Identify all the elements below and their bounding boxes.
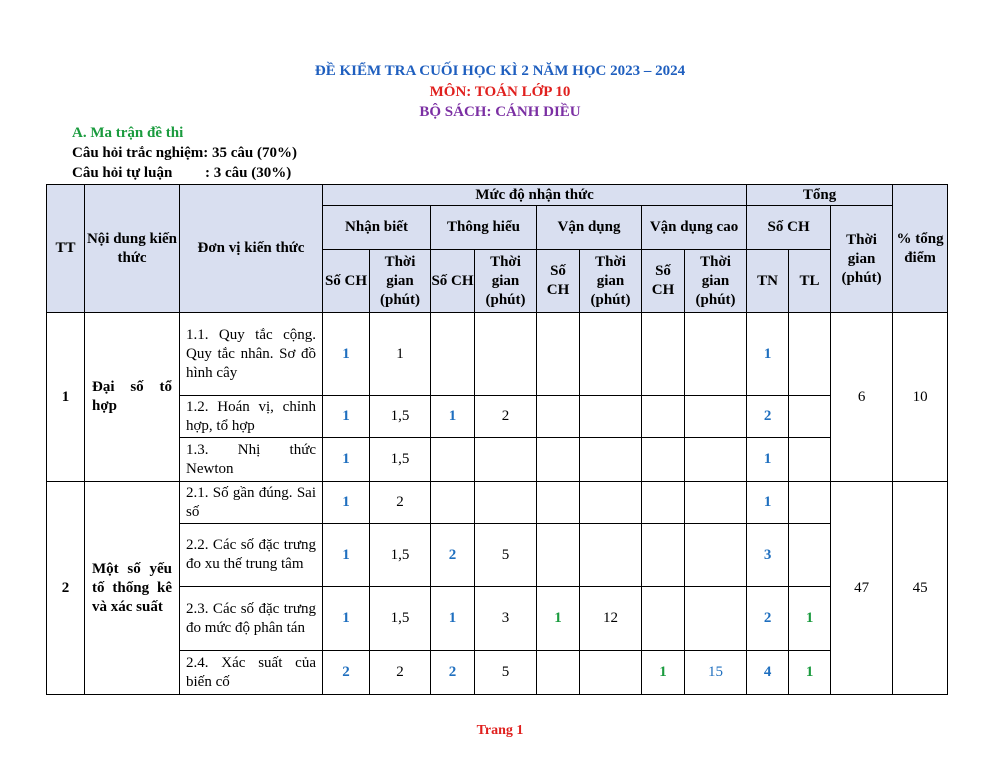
nb-count: 1 xyxy=(323,313,370,396)
vd-count xyxy=(537,396,580,438)
essay-value: : 3 câu (30%) xyxy=(205,165,292,181)
vdc-count xyxy=(642,587,685,651)
header-so-ch: Số CH xyxy=(323,250,370,313)
nb-time: 2 xyxy=(370,482,431,524)
header-understand: Thông hiểu xyxy=(431,206,537,250)
vd-time xyxy=(580,651,642,695)
th-time: 3 xyxy=(475,587,537,651)
vd-count xyxy=(537,313,580,396)
nb-time: 1 xyxy=(370,313,431,396)
unit-cell: 2.4. Xác suất của biến cố xyxy=(180,651,323,695)
nb-time: 1,5 xyxy=(370,438,431,482)
nb-count: 1 xyxy=(323,524,370,587)
nb-count: 1 xyxy=(323,438,370,482)
tn-count: 2 xyxy=(747,587,789,651)
table-row xyxy=(47,313,948,396)
th-time xyxy=(475,313,537,396)
subject-title: MÔN: TOÁN LỚP 10 xyxy=(429,84,571,100)
header-time: Thời gian (phút) xyxy=(475,250,537,313)
nb-time: 2 xyxy=(370,651,431,695)
table-row xyxy=(47,396,948,438)
nb-time: 1,5 xyxy=(370,587,431,651)
vd-time: 12 xyxy=(580,587,642,651)
header-tl: TL xyxy=(789,250,831,313)
vdc-time xyxy=(685,438,747,482)
nb-count: 2 xyxy=(323,651,370,695)
vd-time xyxy=(580,482,642,524)
th-time xyxy=(475,438,537,482)
header-apply-high: Vận dụng cao xyxy=(642,206,747,250)
time-total-cell: 47 xyxy=(831,482,893,695)
table-body xyxy=(47,313,948,695)
tn-count: 1 xyxy=(747,438,789,482)
unit-cell: 2.1. Số gần đúng. Sai số xyxy=(180,482,323,524)
unit-cell: 2.2. Các số đặc trưng đo xu thế trung tâm xyxy=(180,524,323,587)
header-tn: TN xyxy=(747,250,789,313)
header-time-total: Thời gian (phút) xyxy=(831,206,893,313)
vd-time xyxy=(580,438,642,482)
percent-cell: 10 xyxy=(893,313,948,482)
th-count xyxy=(431,438,475,482)
unit-cell: 1.1. Quy tắc cộng. Quy tắc nhân. Sơ đồ hình cây xyxy=(180,313,323,396)
tn-count: 1 xyxy=(747,313,789,396)
vd-count xyxy=(537,651,580,695)
vdc-count xyxy=(642,438,685,482)
th-time: 2 xyxy=(475,396,537,438)
vdc-count: 1 xyxy=(642,651,685,695)
tn-count: 1 xyxy=(747,482,789,524)
vdc-time: 15 xyxy=(685,651,747,695)
exam-title: ĐỀ KIỂM TRA CUỐI HỌC KÌ 2 NĂM HỌC 2023 – 2024 xyxy=(314,63,686,79)
tl-count: 1 xyxy=(789,587,831,651)
time-total-cell: 6 xyxy=(831,313,893,482)
vd-time xyxy=(580,524,642,587)
vdc-count xyxy=(642,482,685,524)
th-count: 1 xyxy=(431,396,475,438)
vd-time xyxy=(580,396,642,438)
nb-count: 1 xyxy=(323,396,370,438)
header-so-ch: Số CH xyxy=(642,250,685,313)
th-count xyxy=(431,313,475,396)
tn-count: 2 xyxy=(747,396,789,438)
th-count: 2 xyxy=(431,651,475,695)
vdc-time xyxy=(685,482,747,524)
header-total: Tổng xyxy=(747,185,893,206)
table-row xyxy=(47,651,948,695)
header-unit: Đơn vị kiến thức xyxy=(180,185,323,313)
tn-count: 4 xyxy=(747,651,789,695)
th-time: 5 xyxy=(475,651,537,695)
exam-matrix-table xyxy=(46,184,948,695)
table-row xyxy=(47,438,948,482)
tl-count xyxy=(789,482,831,524)
vdc-time xyxy=(685,524,747,587)
header-time: Thời gian (phút) xyxy=(580,250,642,313)
vdc-time xyxy=(685,396,747,438)
tl-count xyxy=(789,524,831,587)
th-count: 1 xyxy=(431,587,475,651)
vd-time xyxy=(580,313,642,396)
table-row xyxy=(47,482,948,524)
vd-count xyxy=(537,482,580,524)
header-so-ch-group: Số CH xyxy=(747,206,831,250)
header-so-ch: Số CH xyxy=(431,250,475,313)
topic-cell: Đại số tổ hợp xyxy=(85,313,180,482)
vdc-count xyxy=(642,524,685,587)
table-header xyxy=(47,185,948,313)
header-time: Thời gian (phút) xyxy=(370,250,431,313)
vd-count: 1 xyxy=(537,587,580,651)
header-apply: Vận dụng xyxy=(537,206,642,250)
header-percent: % tổng điểm xyxy=(893,185,948,313)
vdc-time xyxy=(685,587,747,651)
vd-count xyxy=(537,524,580,587)
topic-cell: Một số yếu tố thống kê và xác suất xyxy=(85,482,180,695)
vdc-count xyxy=(642,313,685,396)
th-time: 5 xyxy=(475,524,537,587)
unit-cell: 1.2. Hoán vị, chỉnh hợp, tổ hợp xyxy=(180,396,323,438)
header-time: Thời gian (phút) xyxy=(685,250,747,313)
th-time xyxy=(475,482,537,524)
essay-label: Câu hỏi tự luận xyxy=(72,165,173,181)
unit-cell: 1.3. Nhị thức Newton xyxy=(180,438,323,482)
section-heading: A. Ma trận đề thi xyxy=(72,125,184,141)
header-recognize: Nhận biết xyxy=(323,206,431,250)
vdc-count xyxy=(642,396,685,438)
th-count xyxy=(431,482,475,524)
tl-count xyxy=(789,396,831,438)
table-row xyxy=(47,524,948,587)
essay-count xyxy=(72,165,291,182)
unit-cell: 2.3. Các số đặc trưng đo mức độ phân tán xyxy=(180,587,323,651)
page-number: Trang 1 xyxy=(476,723,524,738)
header-so-ch: Số CH xyxy=(537,250,580,313)
tl-count: 1 xyxy=(789,651,831,695)
book-title: BỘ SÁCH: CÁNH DIỀU xyxy=(419,104,581,120)
row-tt: 1 xyxy=(47,313,85,482)
tl-count xyxy=(789,313,831,396)
header-content: Nội dung kiến thức xyxy=(85,185,180,313)
header-tt: TT xyxy=(47,185,85,313)
tn-count: 3 xyxy=(747,524,789,587)
nb-count: 1 xyxy=(323,587,370,651)
vd-count xyxy=(537,438,580,482)
tl-count xyxy=(789,438,831,482)
th-count: 2 xyxy=(431,524,475,587)
multiple-choice-count: Câu hỏi trắc nghiệm: 35 câu (70%) xyxy=(72,145,297,161)
table-row xyxy=(47,587,948,651)
header-level: Mức độ nhận thức xyxy=(323,185,747,206)
nb-time: 1,5 xyxy=(370,524,431,587)
vdc-time xyxy=(685,313,747,396)
row-tt: 2 xyxy=(47,482,85,695)
percent-cell: 45 xyxy=(893,482,948,695)
nb-time: 1,5 xyxy=(370,396,431,438)
nb-count: 1 xyxy=(323,482,370,524)
